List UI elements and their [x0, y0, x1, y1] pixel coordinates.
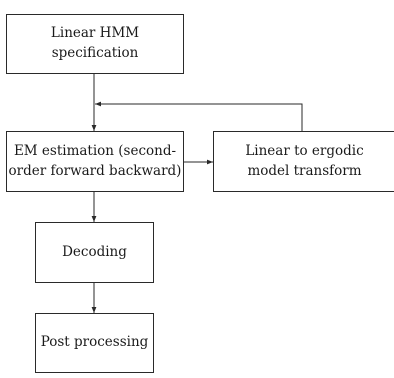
- arrow-transform-feedback: [95, 104, 302, 131]
- post-processing-box: [35, 313, 154, 373]
- em-estimation-label-line-2: order forward backward): [8, 162, 182, 179]
- decoding-box: [35, 222, 154, 283]
- linear-hmm-specification-label: Linear HMM specification: [50, 25, 140, 61]
- em-estimation-box: [6, 131, 184, 192]
- post-processing-label: Post processing: [40, 334, 149, 351]
- transform-label-line-1: Linear to ergodic: [245, 142, 364, 159]
- linear-hmm-specification-box: [6, 14, 184, 74]
- transform-label-line-2: model transform: [247, 162, 362, 179]
- em-estimation-label: [9, 142, 182, 181]
- decoding-label: Decoding: [62, 243, 127, 260]
- linear-to-ergodic-transform-box: [213, 131, 394, 192]
- transform-label: [245, 142, 363, 181]
- em-estimation-label-line-1: EM estimation (second-: [13, 142, 177, 159]
